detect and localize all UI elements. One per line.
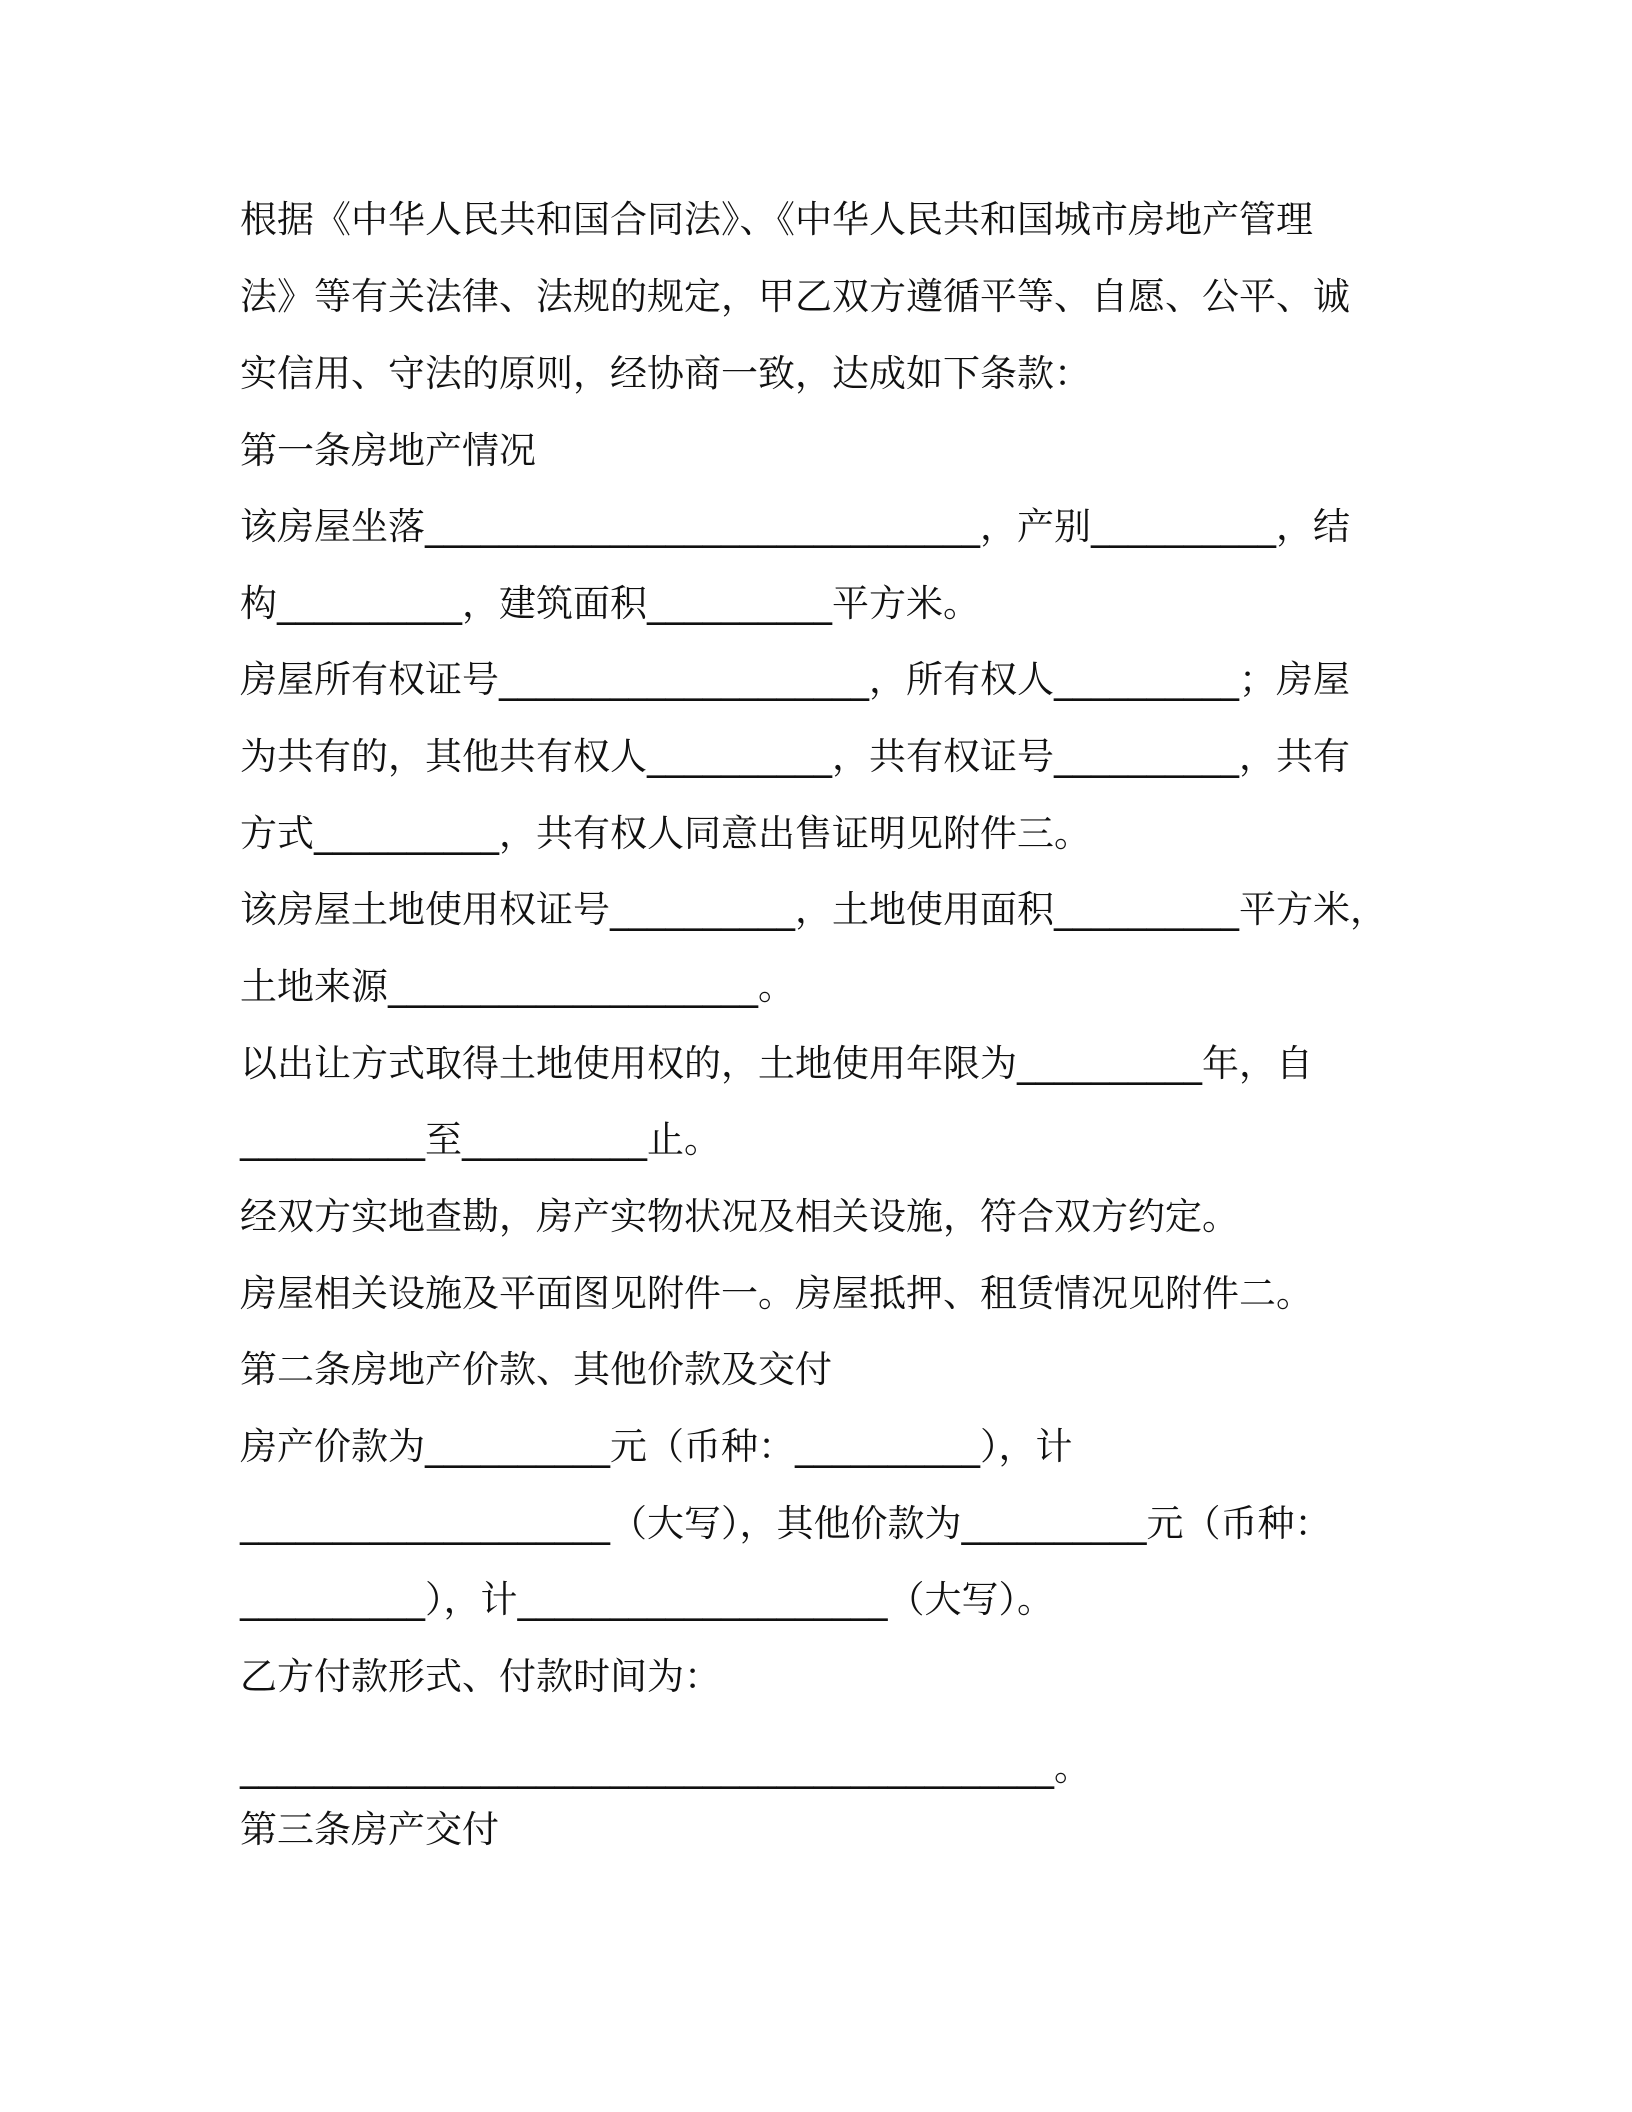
paragraph-line: 该房屋土地使用权证号__________，土地使用面积__________平方米， (240, 888, 1387, 931)
paragraph-line: 以出让方式取得土地使用权的，土地使用年限为__________年，自 (240, 1042, 1313, 1085)
paragraph-line: 为共有的，其他共有权人__________，共有权证号__________，共有 (240, 735, 1350, 778)
paragraph-line: 经双方实地查勘，房产实物状况及相关设施，符合双方约定。 (240, 1195, 1239, 1238)
paragraph-line: 法》等有关法律、法规的规定，甲乙双方遵循平等、自愿、公平、诚 (240, 275, 1350, 318)
paragraph-line: 方式__________，共有权人同意出售证明见附件三。 (240, 812, 1091, 855)
section-heading-2: 第二条房地产价款、其他价款及交付 (240, 1348, 832, 1391)
paragraph-line: 根据《中华人民共和国合同法》、《中华人民共和国城市房地产管理 (240, 198, 1313, 241)
paragraph-line: 房屋所有权证号____________________，所有权人__________；房屋 (240, 658, 1350, 701)
paragraph-line: 土地来源____________________。 (240, 965, 795, 1008)
paragraph-line: __________至__________止。 (240, 1118, 721, 1161)
paragraph-line: 房屋相关设施及平面图见附件一。房屋抵押、租赁情况见附件二。 (240, 1272, 1313, 1315)
paragraph-line: ____________________（大写），其他价款为__________元（币种： (240, 1502, 1332, 1545)
paragraph-line: 房产价款为__________元（币种：__________），计 (240, 1425, 1073, 1468)
section-heading-1: 第一条房地产情况 (240, 429, 536, 472)
paragraph-line: ____________________________________________。 (240, 1746, 1091, 1789)
paragraph-line: 构__________，建筑面积__________平方米。 (240, 582, 980, 625)
paragraph-line: 该房屋坐落______________________________，产别__________，结 (240, 505, 1350, 548)
section-heading-3: 第三条房产交付 (240, 1808, 499, 1851)
paragraph-line: 乙方付款形式、付款时间为： (240, 1655, 721, 1698)
paragraph-line: 实信用、守法的原则，经协商一致，达成如下条款： (240, 352, 1091, 395)
paragraph-line: __________），计____________________（大写）。 (240, 1578, 1054, 1621)
